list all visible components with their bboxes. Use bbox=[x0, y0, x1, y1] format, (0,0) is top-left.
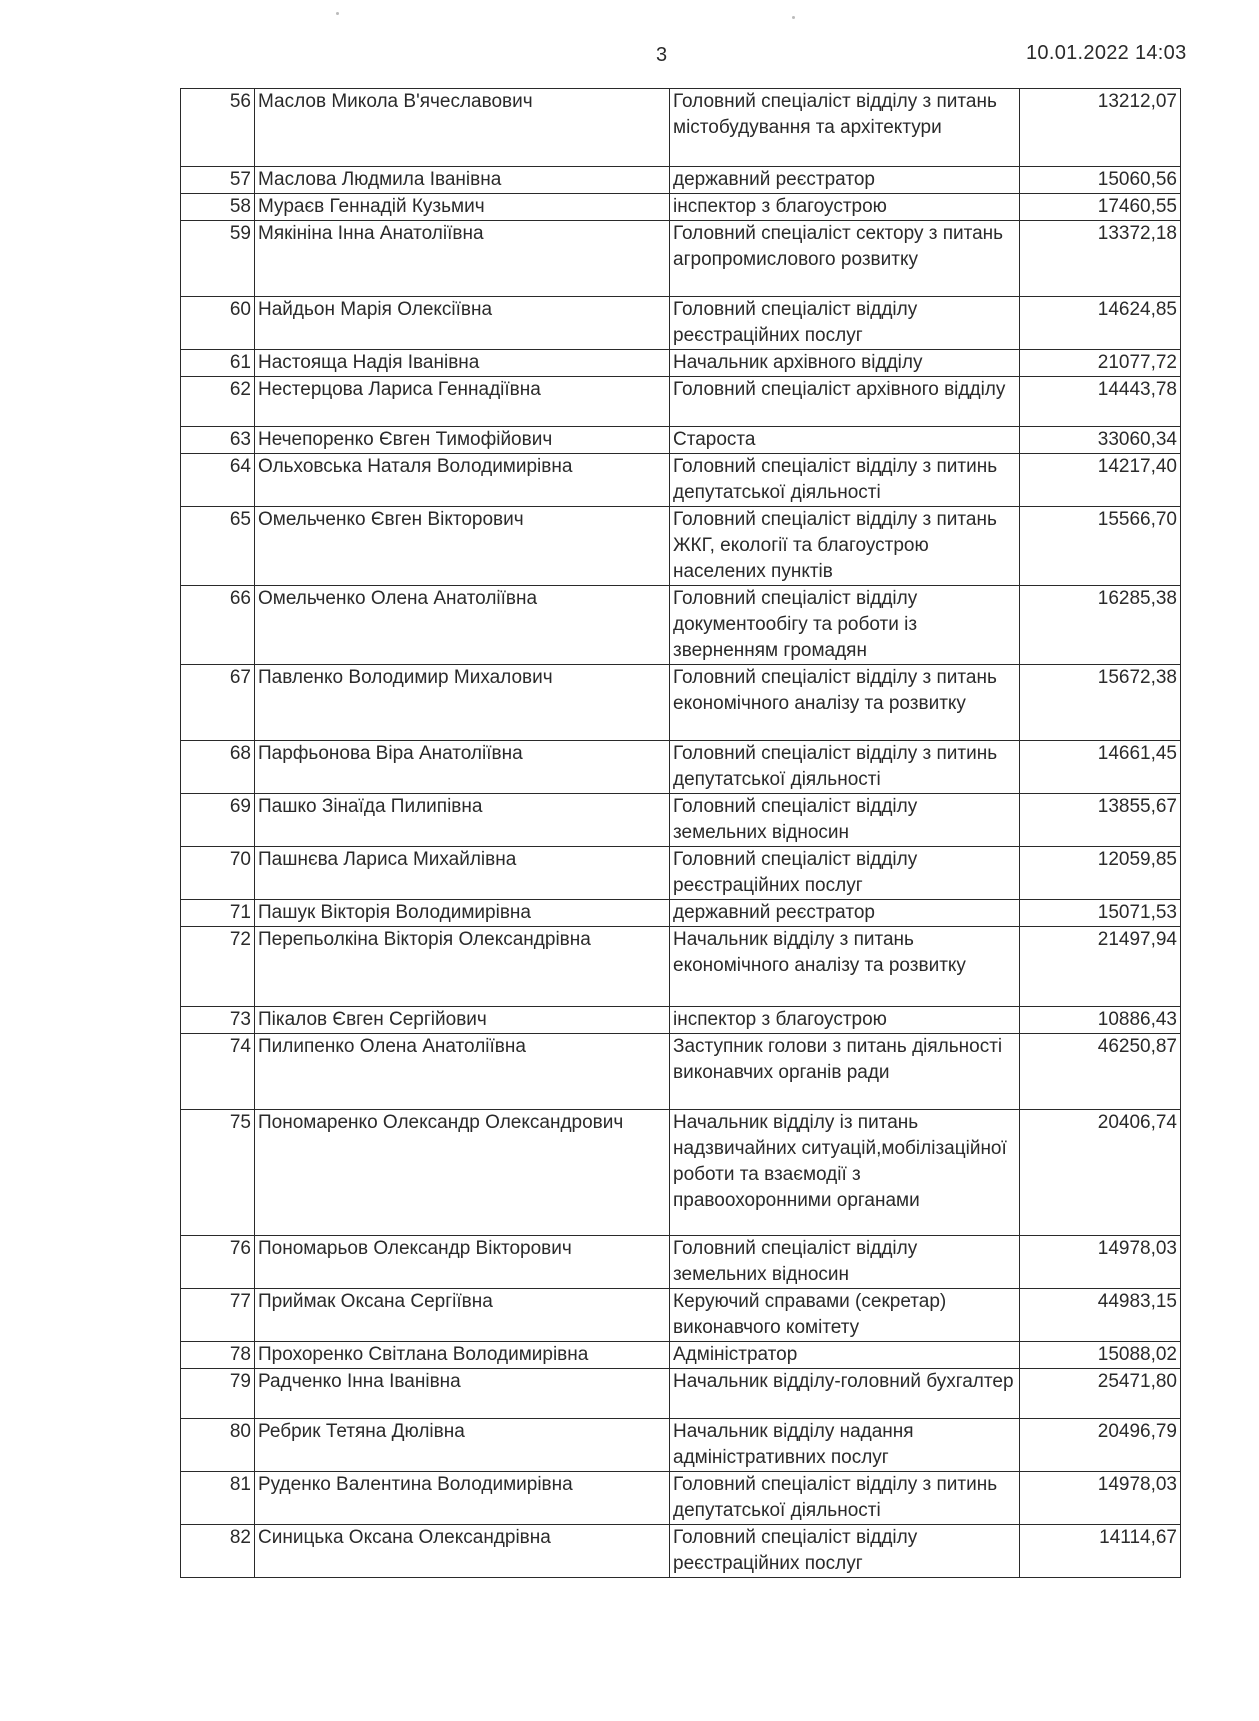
salary-amount: 15071,53 bbox=[1020, 900, 1181, 927]
employee-name: Пашук Вікторія Володимирівна bbox=[255, 900, 670, 927]
job-position: Начальник архівного відділу bbox=[670, 350, 1020, 377]
table-row bbox=[181, 377, 1181, 427]
employee-name: Руденко Валентина Володимирівна bbox=[255, 1472, 670, 1525]
row-number: 78 bbox=[181, 1342, 255, 1369]
table-row bbox=[181, 350, 1181, 377]
job-position: Головний спеціаліст відділу з питань ЖКГ, екології та благоустрою населених пунктів bbox=[670, 507, 1020, 586]
row-number: 68 bbox=[181, 741, 255, 794]
salary-amount: 10886,43 bbox=[1020, 1007, 1181, 1034]
salary-amount: 46250,87 bbox=[1020, 1034, 1181, 1110]
job-position: Адміністратор bbox=[670, 1342, 1020, 1369]
row-number: 64 bbox=[181, 454, 255, 507]
salary-amount: 15566,70 bbox=[1020, 507, 1181, 586]
row-number: 66 bbox=[181, 586, 255, 665]
row-number: 76 bbox=[181, 1236, 255, 1289]
job-position: інспектор з благоустрою bbox=[670, 194, 1020, 221]
employee-name: Павленко Володимир Михалович bbox=[255, 665, 670, 741]
employee-name: Мураєв Геннадій Кузьмич bbox=[255, 194, 670, 221]
employee-name: Омельченко Олена Анатоліївна bbox=[255, 586, 670, 665]
employee-name: Приймак Оксана Сергіївна bbox=[255, 1289, 670, 1342]
employee-name: Омельченко Євген Вікторович bbox=[255, 507, 670, 586]
table-row bbox=[181, 665, 1181, 741]
table-row bbox=[181, 1419, 1181, 1472]
salary-amount: 33060,34 bbox=[1020, 427, 1181, 454]
salary-amount: 16285,38 bbox=[1020, 586, 1181, 665]
employee-name: Радченко Інна Іванівна bbox=[255, 1369, 670, 1419]
row-number: 72 bbox=[181, 927, 255, 1007]
job-position: Головний спеціаліст відділу реєстраційних послуг bbox=[670, 297, 1020, 350]
salary-amount: 14217,40 bbox=[1020, 454, 1181, 507]
job-position: Головний спеціаліст відділу документообігу та роботи із зверненням громадян bbox=[670, 586, 1020, 665]
salary-amount: 44983,15 bbox=[1020, 1289, 1181, 1342]
page-number: 3 bbox=[656, 44, 668, 66]
table-row bbox=[181, 507, 1181, 586]
row-number: 71 bbox=[181, 900, 255, 927]
employee-name: Пашко Зінаїда Пилипівна bbox=[255, 794, 670, 847]
table-row bbox=[181, 794, 1181, 847]
table-row bbox=[181, 586, 1181, 665]
salary-amount: 21077,72 bbox=[1020, 350, 1181, 377]
employee-name: Ольховська Наталя Володимирівна bbox=[255, 454, 670, 507]
salary-amount: 15672,38 bbox=[1020, 665, 1181, 741]
job-position: Начальник відділу надання адміністративних послуг bbox=[670, 1419, 1020, 1472]
row-number: 80 bbox=[181, 1419, 255, 1472]
salary-amount: 25471,80 bbox=[1020, 1369, 1181, 1419]
job-position: Заступник голови з питань діяльності виконавчих органів ради bbox=[670, 1034, 1020, 1110]
print-datetime: 10.01.2022 14:03 bbox=[1026, 42, 1187, 64]
employee-name: Пономарьов Олександр Вікторович bbox=[255, 1236, 670, 1289]
table-row bbox=[181, 221, 1181, 297]
row-number: 61 bbox=[181, 350, 255, 377]
employee-name: Настояща Надія Іванівна bbox=[255, 350, 670, 377]
salary-amount: 17460,55 bbox=[1020, 194, 1181, 221]
job-position: Головний спеціаліст відділу з питань містобудування та архітектури bbox=[670, 89, 1020, 167]
job-position: Головний спеціаліст відділу реєстраційних послуг bbox=[670, 847, 1020, 900]
employee-name: Пилипенко Олена Анатоліївна bbox=[255, 1034, 670, 1110]
salary-amount: 14978,03 bbox=[1020, 1236, 1181, 1289]
job-position: Головний спеціаліст відділу з питинь депутатської діяльності bbox=[670, 1472, 1020, 1525]
employee-name: Пікалов Євген Сергійович bbox=[255, 1007, 670, 1034]
salary-amount: 14443,78 bbox=[1020, 377, 1181, 427]
employee-name: Нечепоренко Євген Тимофійович bbox=[255, 427, 670, 454]
table-row bbox=[181, 167, 1181, 194]
job-position: державний реєстратор bbox=[670, 900, 1020, 927]
job-position: Головний спеціаліст сектору з питань агропромислового розвитку bbox=[670, 221, 1020, 297]
table-row bbox=[181, 1369, 1181, 1419]
table-row bbox=[181, 1236, 1181, 1289]
row-number: 79 bbox=[181, 1369, 255, 1419]
employee-name: Ребрик Тетяна Дюлівна bbox=[255, 1419, 670, 1472]
table-row bbox=[181, 89, 1181, 167]
job-position: Головний спеціаліст архівного відділу bbox=[670, 377, 1020, 427]
job-position: інспектор з благоустрою bbox=[670, 1007, 1020, 1034]
job-position: державний реєстратор bbox=[670, 167, 1020, 194]
table-row bbox=[181, 1525, 1181, 1578]
employee-name: Мякініна Інна Анатоліївна bbox=[255, 221, 670, 297]
table-row bbox=[181, 454, 1181, 507]
row-number: 57 bbox=[181, 167, 255, 194]
table-row bbox=[181, 427, 1181, 454]
table-row bbox=[181, 927, 1181, 1007]
row-number: 74 bbox=[181, 1034, 255, 1110]
row-number: 81 bbox=[181, 1472, 255, 1525]
employee-name: Маслов Микола В'ячеславович bbox=[255, 89, 670, 167]
job-position: Головний спеціаліст відділу земельних відносин bbox=[670, 794, 1020, 847]
job-position: Керуючий справами (секретар) виконавчого комітету bbox=[670, 1289, 1020, 1342]
row-number: 63 bbox=[181, 427, 255, 454]
job-position: Начальник відділу з питань економічного аналізу та розвитку bbox=[670, 927, 1020, 1007]
table-row bbox=[181, 1289, 1181, 1342]
row-number: 58 bbox=[181, 194, 255, 221]
row-number: 67 bbox=[181, 665, 255, 741]
employee-name: Нестерцова Лариса Геннадіївна bbox=[255, 377, 670, 427]
scan-speck bbox=[792, 16, 795, 19]
salary-amount: 15088,02 bbox=[1020, 1342, 1181, 1369]
job-position: Головний спеціаліст відділу з питань економічного аналізу та розвитку bbox=[670, 665, 1020, 741]
salary-amount: 13212,07 bbox=[1020, 89, 1181, 167]
salary-amount: 20406,74 bbox=[1020, 1110, 1181, 1236]
salary-amount: 14114,67 bbox=[1020, 1525, 1181, 1578]
employee-name: Парфьонова Віра Анатоліївна bbox=[255, 741, 670, 794]
row-number: 73 bbox=[181, 1007, 255, 1034]
row-number: 60 bbox=[181, 297, 255, 350]
table-row bbox=[181, 1110, 1181, 1236]
row-number: 69 bbox=[181, 794, 255, 847]
scan-speck bbox=[336, 12, 339, 15]
employee-name: Пашнєва Лариса Михайлівна bbox=[255, 847, 670, 900]
salary-amount: 12059,85 bbox=[1020, 847, 1181, 900]
job-position: Головний спеціаліст відділу земельних відносин bbox=[670, 1236, 1020, 1289]
employee-name: Пономаренко Олександр Олександрович bbox=[255, 1110, 670, 1236]
salary-amount: 20496,79 bbox=[1020, 1419, 1181, 1472]
table-row bbox=[181, 741, 1181, 794]
employee-name: Синицька Оксана Олександрівна bbox=[255, 1525, 670, 1578]
table-row bbox=[181, 1034, 1181, 1110]
row-number: 59 bbox=[181, 221, 255, 297]
table-row bbox=[181, 900, 1181, 927]
job-position: Головний спеціаліст відділу з питинь депутатської діяльності bbox=[670, 454, 1020, 507]
employee-name: Найдьон Марія Олексіївна bbox=[255, 297, 670, 350]
salary-amount: 13855,67 bbox=[1020, 794, 1181, 847]
table-row bbox=[181, 1342, 1181, 1369]
salary-amount: 14624,85 bbox=[1020, 297, 1181, 350]
row-number: 70 bbox=[181, 847, 255, 900]
table-row bbox=[181, 297, 1181, 350]
row-number: 62 bbox=[181, 377, 255, 427]
table-row bbox=[181, 194, 1181, 221]
salary-amount: 14978,03 bbox=[1020, 1472, 1181, 1525]
job-position: Головний спеціаліст відділу з питинь депутатської діяльності bbox=[670, 741, 1020, 794]
employee-name: Маслова Людмила Іванівна bbox=[255, 167, 670, 194]
row-number: 77 bbox=[181, 1289, 255, 1342]
salary-amount: 21497,94 bbox=[1020, 927, 1181, 1007]
row-number: 82 bbox=[181, 1525, 255, 1578]
table-row bbox=[181, 847, 1181, 900]
job-position: Староста bbox=[670, 427, 1020, 454]
employee-name: Перепьолкіна Вікторія Олександрівна bbox=[255, 927, 670, 1007]
row-number: 75 bbox=[181, 1110, 255, 1236]
job-position: Начальник відділу із питань надзвичайних ситуацій,мобілізаційної роботи та взаємодії з правоохоронними органами bbox=[670, 1110, 1020, 1236]
row-number: 56 bbox=[181, 89, 255, 167]
staff-salary-table bbox=[180, 88, 1181, 1578]
salary-amount: 13372,18 bbox=[1020, 221, 1181, 297]
row-number: 65 bbox=[181, 507, 255, 586]
job-position: Головний спеціаліст відділу реєстраційних послуг bbox=[670, 1525, 1020, 1578]
table-body bbox=[181, 89, 1181, 1578]
salary-amount: 14661,45 bbox=[1020, 741, 1181, 794]
salary-amount: 15060,56 bbox=[1020, 167, 1181, 194]
job-position: Начальник відділу-головний бухгалтер bbox=[670, 1369, 1020, 1419]
employee-name: Прохоренко Світлана Володимирівна bbox=[255, 1342, 670, 1369]
table-row bbox=[181, 1472, 1181, 1525]
table-row bbox=[181, 1007, 1181, 1034]
